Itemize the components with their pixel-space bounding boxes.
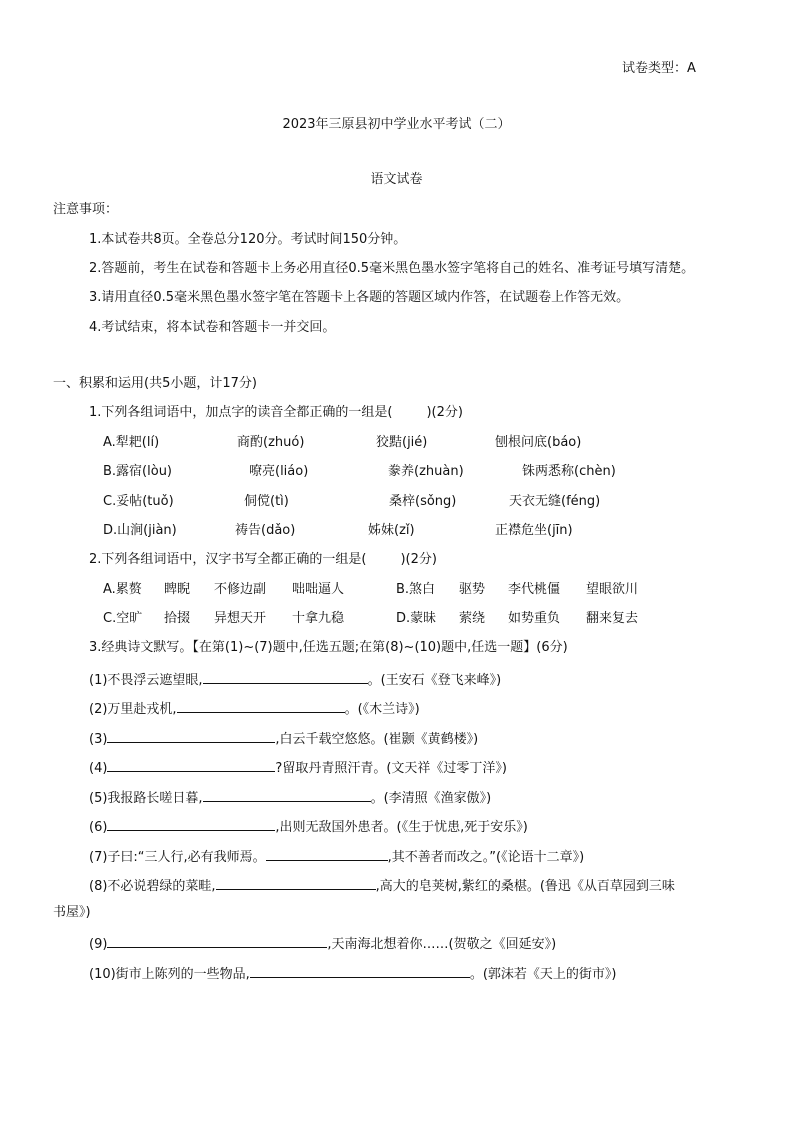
question-1-stem: 1.下列各组词语中，加点字的读音全都正确的一组是( )(2分) <box>89 405 463 420</box>
fill-blank[interactable] <box>216 875 376 890</box>
exam-title: 2023年三原县初中学业水平考试（二） <box>282 117 511 132</box>
q1-option: 刨根问底(báo) <box>495 435 582 450</box>
fill-blank[interactable] <box>203 787 371 802</box>
q2-word: 如势重负 <box>508 611 561 626</box>
q2-word: D.蒙昧 <box>396 611 437 626</box>
q2-word: 驱势 <box>459 582 486 597</box>
fill-blank[interactable] <box>177 698 345 713</box>
dictation-item: (1)不畏浮云遮望眼, 。(王安石《登飞来峰》) <box>89 669 501 690</box>
fill-blank[interactable] <box>107 933 327 948</box>
fill-blank[interactable] <box>266 846 388 861</box>
notice-item: 1.本试卷共8页。全卷总分120分。考试时间150分钟。 <box>89 232 407 247</box>
question-3-stem: 3.经典诗文默写。【在第(1)~(7)题中,任选五题;在第(8)~(10)题中,任选一题】(6分) <box>89 640 568 655</box>
dictation-item: (10)街市上陈列的一些物品, 。(郭沫若《天上的街市》) <box>89 963 616 984</box>
q1-option: B.露宿(lòu) <box>103 464 172 479</box>
fill-blank[interactable] <box>250 963 470 978</box>
q2-word: C.空旷 <box>103 611 143 626</box>
q1-option: 狡黠(jié) <box>376 435 428 450</box>
q1-option: 祷告(dǎo) <box>235 523 296 538</box>
q2-word: 翻来复去 <box>586 611 639 626</box>
q2-word: 萦绕 <box>459 611 486 626</box>
dictation-item: (5)我报路长嗟日暮, 。(李清照《渔家傲》) <box>89 787 491 808</box>
dictation-item: (2)万里赴戎机, 。(《木兰诗》) <box>89 698 420 719</box>
dictation-item: (9) ,天南海北想着你……(贺敬之《回延安》) <box>89 933 556 954</box>
dictation-item: (3) ,白云千载空悠悠。(崔颢《黄鹤楼》) <box>89 728 478 749</box>
notice-item: 2.答题前，考生在试卷和答题卡上务必用直径0.5毫米黑色墨水签字笔将自己的姓名、准考证号填写清楚。 <box>89 261 695 276</box>
q2-word: 李代桃僵 <box>508 582 561 597</box>
q1-option: C.妥帖(tuǒ) <box>103 494 174 509</box>
question-2-stem: 2.下列各组词语中，汉字书写全都正确的一组是( )(2分) <box>89 552 437 567</box>
fill-blank[interactable] <box>107 816 275 831</box>
q1-option: 姊妹(zǐ) <box>368 523 415 538</box>
q1-option: 天衣无缝(féng) <box>509 494 601 509</box>
q1-option: 侗傥(tì) <box>244 494 289 509</box>
q1-option: 桑梓(sǒng) <box>389 494 457 509</box>
q1-option: D.山涧(jiàn) <box>103 523 177 538</box>
fill-blank[interactable] <box>203 669 368 684</box>
q2-word: A.累赘 <box>103 582 142 597</box>
q2-word: 拾掇 <box>164 611 191 626</box>
notice-heading: 注意事项： <box>53 202 119 217</box>
q1-option: 正襟危坐(jīn) <box>495 523 573 538</box>
q2-word: 十拿九稳 <box>292 611 345 626</box>
dictation-item-continued: 书屋》) <box>53 905 91 920</box>
q1-option: 豢养(zhuàn) <box>388 464 464 479</box>
dictation-item: (4) ?留取丹青照汗青。(文天祥《过零丁洋》) <box>89 757 507 778</box>
q2-word: 睥睨 <box>164 582 191 597</box>
q1-option: A.犁耙(lí) <box>103 435 160 450</box>
q2-word: 异想天开 <box>214 611 267 626</box>
q1-option: 嘹亮(liáo) <box>249 464 309 479</box>
fill-blank[interactable] <box>107 757 275 772</box>
dictation-item: (6) ,出则无敌国外患者。(《生于忧患,死于安乐》) <box>89 816 528 837</box>
dictation-item: (8)不必说碧绿的菜畦, ,高大的皂荚树,紫红的桑椹。(鲁迅《从百草园到三味 <box>89 875 675 896</box>
q2-word: 不修边副 <box>214 582 267 597</box>
notice-item: 4.考试结束，将本试卷和答题卡一并交回。 <box>89 320 336 335</box>
q1-option: 商酌(zhuó) <box>237 435 305 450</box>
q2-word: 咄咄逼人 <box>292 582 345 597</box>
exam-subtitle: 语文试卷 <box>370 172 423 187</box>
q2-word: B.煞白 <box>396 582 436 597</box>
section-heading: 一、积累和运用(共5小题，计17分) <box>53 376 257 391</box>
dictation-item: (7)子曰:“三人行,必有我师焉。 ,其不善者而改之。”(《论语十二章》) <box>89 846 584 867</box>
q2-word: 望眼欲川 <box>586 582 639 597</box>
notice-item: 3.请用直径0.5毫米黑色墨水签字笔在答题卡上各题的答题区域内作答，在试题卷上作答无效。 <box>89 290 630 305</box>
fill-blank[interactable] <box>107 728 275 743</box>
q1-option: 铢两悉称(chèn) <box>522 464 616 479</box>
paper-type: 试卷类型：A <box>622 61 696 76</box>
